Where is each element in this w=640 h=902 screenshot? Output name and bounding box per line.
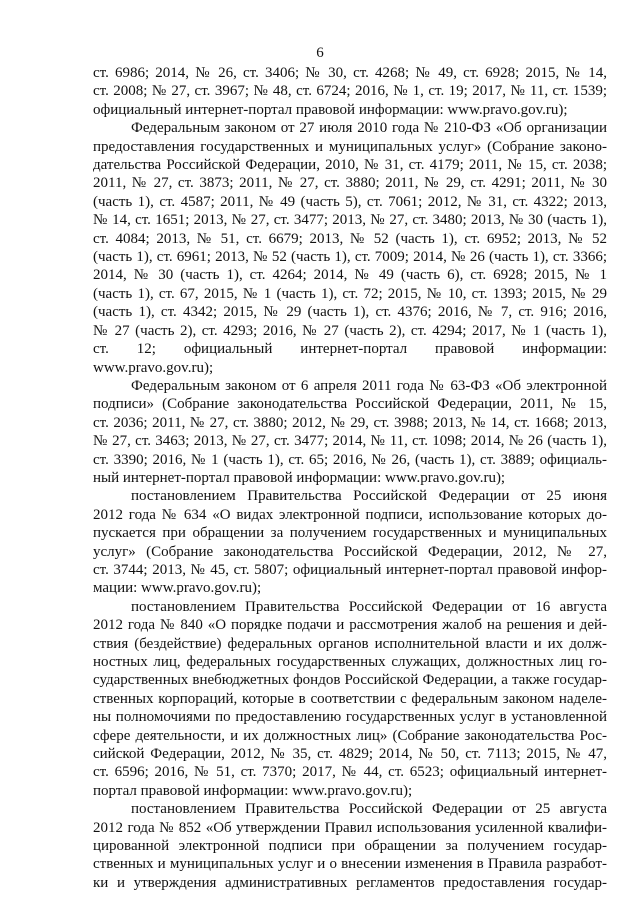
text-line: № 14, ст. 1651; 2013, № 27, ст. 3477; 2013, № 27, ст. 3480; 2013, № 30 (часть 1),	[93, 212, 607, 229]
text-line: ст. 12; официальный интернет-портал правовой информации:	[93, 341, 607, 358]
text-line: 2011, № 27, ст. 3873; 2011, № 27, ст. 3880; 2011, № 29, ст. 4291; 2011, № 30	[93, 175, 607, 192]
text-line: 2012 года № 852 «Об утверждении Правил использования усиленной квалифи-	[93, 819, 607, 836]
paragraph-3	[93, 487, 607, 597]
text-line: ственных и муниципальных услуг и о внесении изменения в Правила разработ-	[93, 856, 607, 873]
text-line: ны полномочиями по предоставлению государственных услуг в установленной	[93, 709, 607, 726]
text-line: мации: www.pravo.gov.ru);	[93, 580, 262, 597]
text-line: постановлением Правительства Российской Федерации от 25 июня	[131, 488, 607, 505]
text-line: дательства Российской Федерации, 2010, № 31, ст. 4179; 2011, № 15, ст. 2038;	[93, 157, 607, 174]
text-line: ствия (бездействие) федеральных органов исполнительной власти и их долж-	[93, 635, 607, 652]
text-line: ственных корпораций, которые в соответствии с федеральным законом наделе-	[93, 690, 607, 707]
text-line: (часть 1), ст. 4342; 2015, № 29 (часть 1), ст. 4376; 2016, № 7, ст. 916; 2016,	[93, 304, 607, 321]
text-line: цированной электронной подписи при обращении за получением государ-	[93, 838, 607, 855]
paragraph-4	[93, 598, 607, 800]
text-line: постановлением Правительства Российской Федерации от 25 августа	[131, 801, 607, 818]
document-body	[93, 64, 607, 892]
page-number: 6	[316, 45, 324, 61]
text-line: 2012 года № 840 «О порядке подачи и рассмотрения жалоб на решения и дей-	[93, 617, 607, 634]
text-line: ностных лиц, федеральных государственных служащих, должностных лиц го-	[93, 654, 607, 670]
text-line: ст. 6986; 2014, № 26, ст. 3406; № 30, ст. 4268; № 49, ст. 6928; 2015, № 14,	[93, 65, 607, 81]
text-line: ки и утверждения административных регламентов предоставления государ-	[93, 874, 607, 891]
paragraph-1	[93, 119, 607, 377]
text-line: ст. 2036; 2011, № 27, ст. 3880; 2012, № 29, ст. 3988; 2013, № 14, ст. 1668; 2013,	[93, 414, 607, 431]
text-line: ст. 2008; № 27, ст. 3967; № 48, ст. 6724; 2016, № 1, ст. 19; 2017, № 11, ст. 1539;	[93, 83, 607, 100]
text-line: www.pravo.gov.ru);	[93, 359, 214, 376]
text-line: ст. 3390; 2016, № 1 (часть 1), ст. 65; 2016, № 26, (часть 1), ст. 3889; официаль-	[93, 451, 607, 468]
text-line: 2014, № 30 (часть 1), ст. 4264; 2014, № 49 (часть 6), ст. 6928; 2015, № 1	[93, 267, 607, 284]
text-line: ст. 6596; 2016, № 51, ст. 7370; 2017, № 44, ст. 6523; официальный интернет-	[93, 764, 607, 781]
text-line: 2012 года № 634 «О видах электронной подписи, использование которых до-	[93, 506, 607, 523]
text-line: сийской Федерации, 2012, № 35, ст. 4829; 2014, № 50, ст. 7113; 2015, № 47,	[93, 746, 607, 763]
text-line: Федеральным законом от 27 июля 2010 года № 210-ФЗ «Об организации	[131, 120, 607, 137]
text-line: (часть 1), ст. 67, 2015, № 1 (часть 1), ст. 72; 2015, № 10, ст. 1393; 2015, № 29	[93, 285, 607, 302]
text-line: предоставления государственных и муниципальных услуг» (Собрание законо-	[93, 138, 607, 155]
paragraph-5	[93, 800, 607, 892]
text-line: сфере деятельности, и их должностных лиц» (Собрание законодательства Рос-	[93, 727, 607, 744]
text-line: ст. 4084; 2013, № 51, ст. 6679; 2013, № 52 (часть 1), ст. 6952; 2013, № 52	[93, 230, 607, 247]
text-line: № 27, ст. 3463; 2013, № 27, ст. 3477; 2014, № 11, ст. 1098; 2014, № 26 (часть 1),	[93, 433, 607, 450]
text-line: Федеральным законом от 6 апреля 2011 года № 63-ФЗ «Об электронной	[131, 377, 607, 394]
text-line: сударственных внебюджетных фондов Российской Федерации, а также государ-	[93, 672, 607, 689]
text-line: официальный интернет-портал правовой информации: www.pravo.gov.ru);	[93, 101, 568, 118]
text-line: № 27 (часть 2), ст. 4293; 2016, № 27 (часть 2), ст. 4294; 2017, № 1 (часть 1),	[93, 322, 607, 339]
text-line: портал правовой информации: www.pravo.gov.ru);	[93, 782, 413, 799]
text-line: ный интернет-портал правовой информации: www.pravo.gov.ru);	[93, 469, 506, 486]
text-line: ст. 3744; 2013, № 45, ст. 5807; официальный интернет-портал правовой инфор-	[93, 561, 607, 578]
text-line: услуг» (Собрание законодательства Российской Федерации, 2012, № 27,	[93, 543, 607, 560]
paragraph-2	[93, 377, 607, 487]
paragraph-0	[93, 64, 607, 119]
text-line: постановлением Правительства Российской Федерации от 16 августа	[131, 598, 607, 615]
text-line: пускается при обращении за получением государственных и муниципальных	[93, 525, 607, 542]
text-line: (часть 1), ст. 6961; 2013, № 52 (часть 1), ст. 7009; 2014, № 26 (часть 1), ст. 3366;	[93, 249, 607, 266]
text-line: (часть 1), ст. 4587; 2011, № 49 (часть 5), ст. 7061; 2012, № 31, ст. 4322; 2013,	[93, 193, 607, 210]
text-line: подписи» (Собрание законодательства Российской Федерации, 2011, № 15,	[93, 396, 607, 413]
